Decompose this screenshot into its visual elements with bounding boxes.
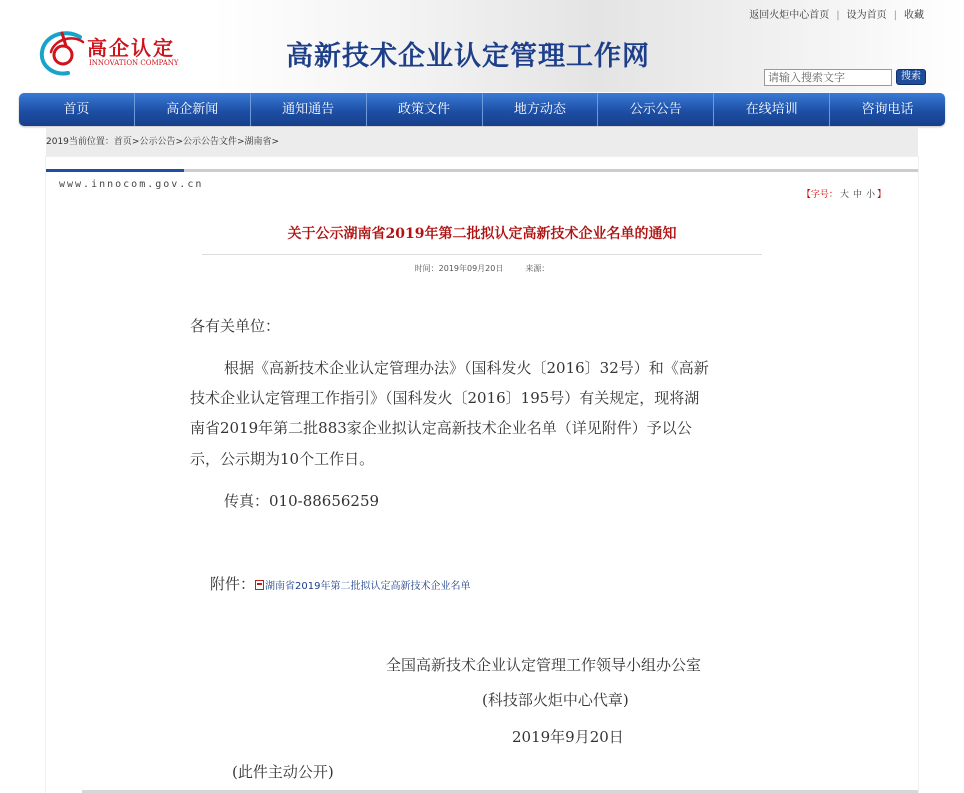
search-input[interactable]	[764, 69, 892, 86]
paragraph-line: 根据《高新技术企业认定管理办法》（国科发火〔2016〕32号）和《高新	[224, 359, 709, 377]
public-note: (此件主动公开)	[232, 763, 334, 781]
font-size-label: 【字号：	[801, 190, 838, 200]
paragraph-line: 技术企业认定管理工作指引》（国科发火〔2016〕195号）有关规定，现将湖	[190, 389, 700, 407]
breadcrumb-path[interactable]: 首页>公示公告>公示公告文件>湖南省>	[113, 137, 280, 147]
font-size-large[interactable]: 大	[839, 190, 849, 200]
logo-swirl-icon	[38, 28, 88, 76]
nav-item-policy[interactable]: 政策文件	[366, 93, 482, 126]
pdf-icon	[255, 580, 264, 590]
top-links	[749, 6, 924, 21]
font-size-end: 】	[876, 190, 886, 200]
article-source: 来源：	[525, 264, 550, 273]
site-title: 高新技术企业认定管理工作网	[286, 41, 650, 72]
accent-bar	[46, 169, 184, 172]
logo-text: 高企认定	[87, 36, 175, 60]
font-size-medium[interactable]: 中	[852, 190, 862, 200]
nav-item-hotline[interactable]: 咨询电话	[829, 93, 945, 126]
paragraph-line: 南省2019年第二批883家企业拟认定高新技术企业名单（详见附件）予以公	[190, 419, 692, 437]
font-size-small[interactable]: 小	[865, 190, 875, 200]
home-link[interactable]: 返回火炬中心首页	[749, 10, 830, 21]
set-homepage-link[interactable]: 设为首页	[846, 10, 887, 21]
nav-item-news[interactable]: 高企新闻	[134, 93, 250, 126]
article-title: 关于公示湖南省2019年第二批拟认定高新技术企业名单的通知	[287, 226, 677, 242]
paragraph-line: 示，公示期为10个工作日。	[190, 450, 375, 468]
main-nav	[19, 93, 945, 126]
divider: |	[893, 10, 897, 21]
site-logo[interactable]	[38, 28, 198, 76]
divider: |	[836, 10, 840, 21]
site-header	[0, 0, 964, 92]
site-url: www.innocom.gov.cn	[59, 179, 204, 190]
attachment	[210, 573, 470, 594]
logo-subtext: INNOVATION COMPANY	[89, 59, 179, 67]
article-meta	[46, 263, 918, 274]
nav-item-local[interactable]: 地方动态	[482, 93, 598, 126]
signature-date: 2019年9月20日	[512, 728, 624, 746]
nav-item-announcements[interactable]: 公示公告	[597, 93, 713, 126]
search-button[interactable]: 搜索	[896, 69, 926, 85]
breadcrumb	[46, 127, 918, 157]
nav-item-home[interactable]: 首页	[63, 102, 90, 117]
font-size-control	[802, 187, 886, 200]
publish-time: 时间：2019年09月20日	[414, 264, 504, 273]
favorite-link[interactable]: 收藏	[904, 10, 924, 21]
salutation: 各有关单位：	[190, 317, 281, 335]
attachment-label: 附件：	[210, 575, 256, 593]
divider	[202, 254, 762, 255]
fax-number: 传真：010-88656259	[224, 492, 380, 510]
article-panel	[46, 157, 918, 793]
nav-item-notices[interactable]: 通知通告	[250, 93, 366, 126]
breadcrumb-label: 2019当前位置：	[46, 137, 114, 147]
attachment-link[interactable]: 湖南省2019年第二批拟认定高新技术企业名单	[265, 581, 471, 592]
signature-org: 全国高新技术企业认定管理工作领导小组办公室	[386, 656, 702, 674]
nav-item-training[interactable]: 在线培训	[713, 93, 829, 126]
signature-seal: (科技部火炬中心代章)	[482, 691, 629, 709]
